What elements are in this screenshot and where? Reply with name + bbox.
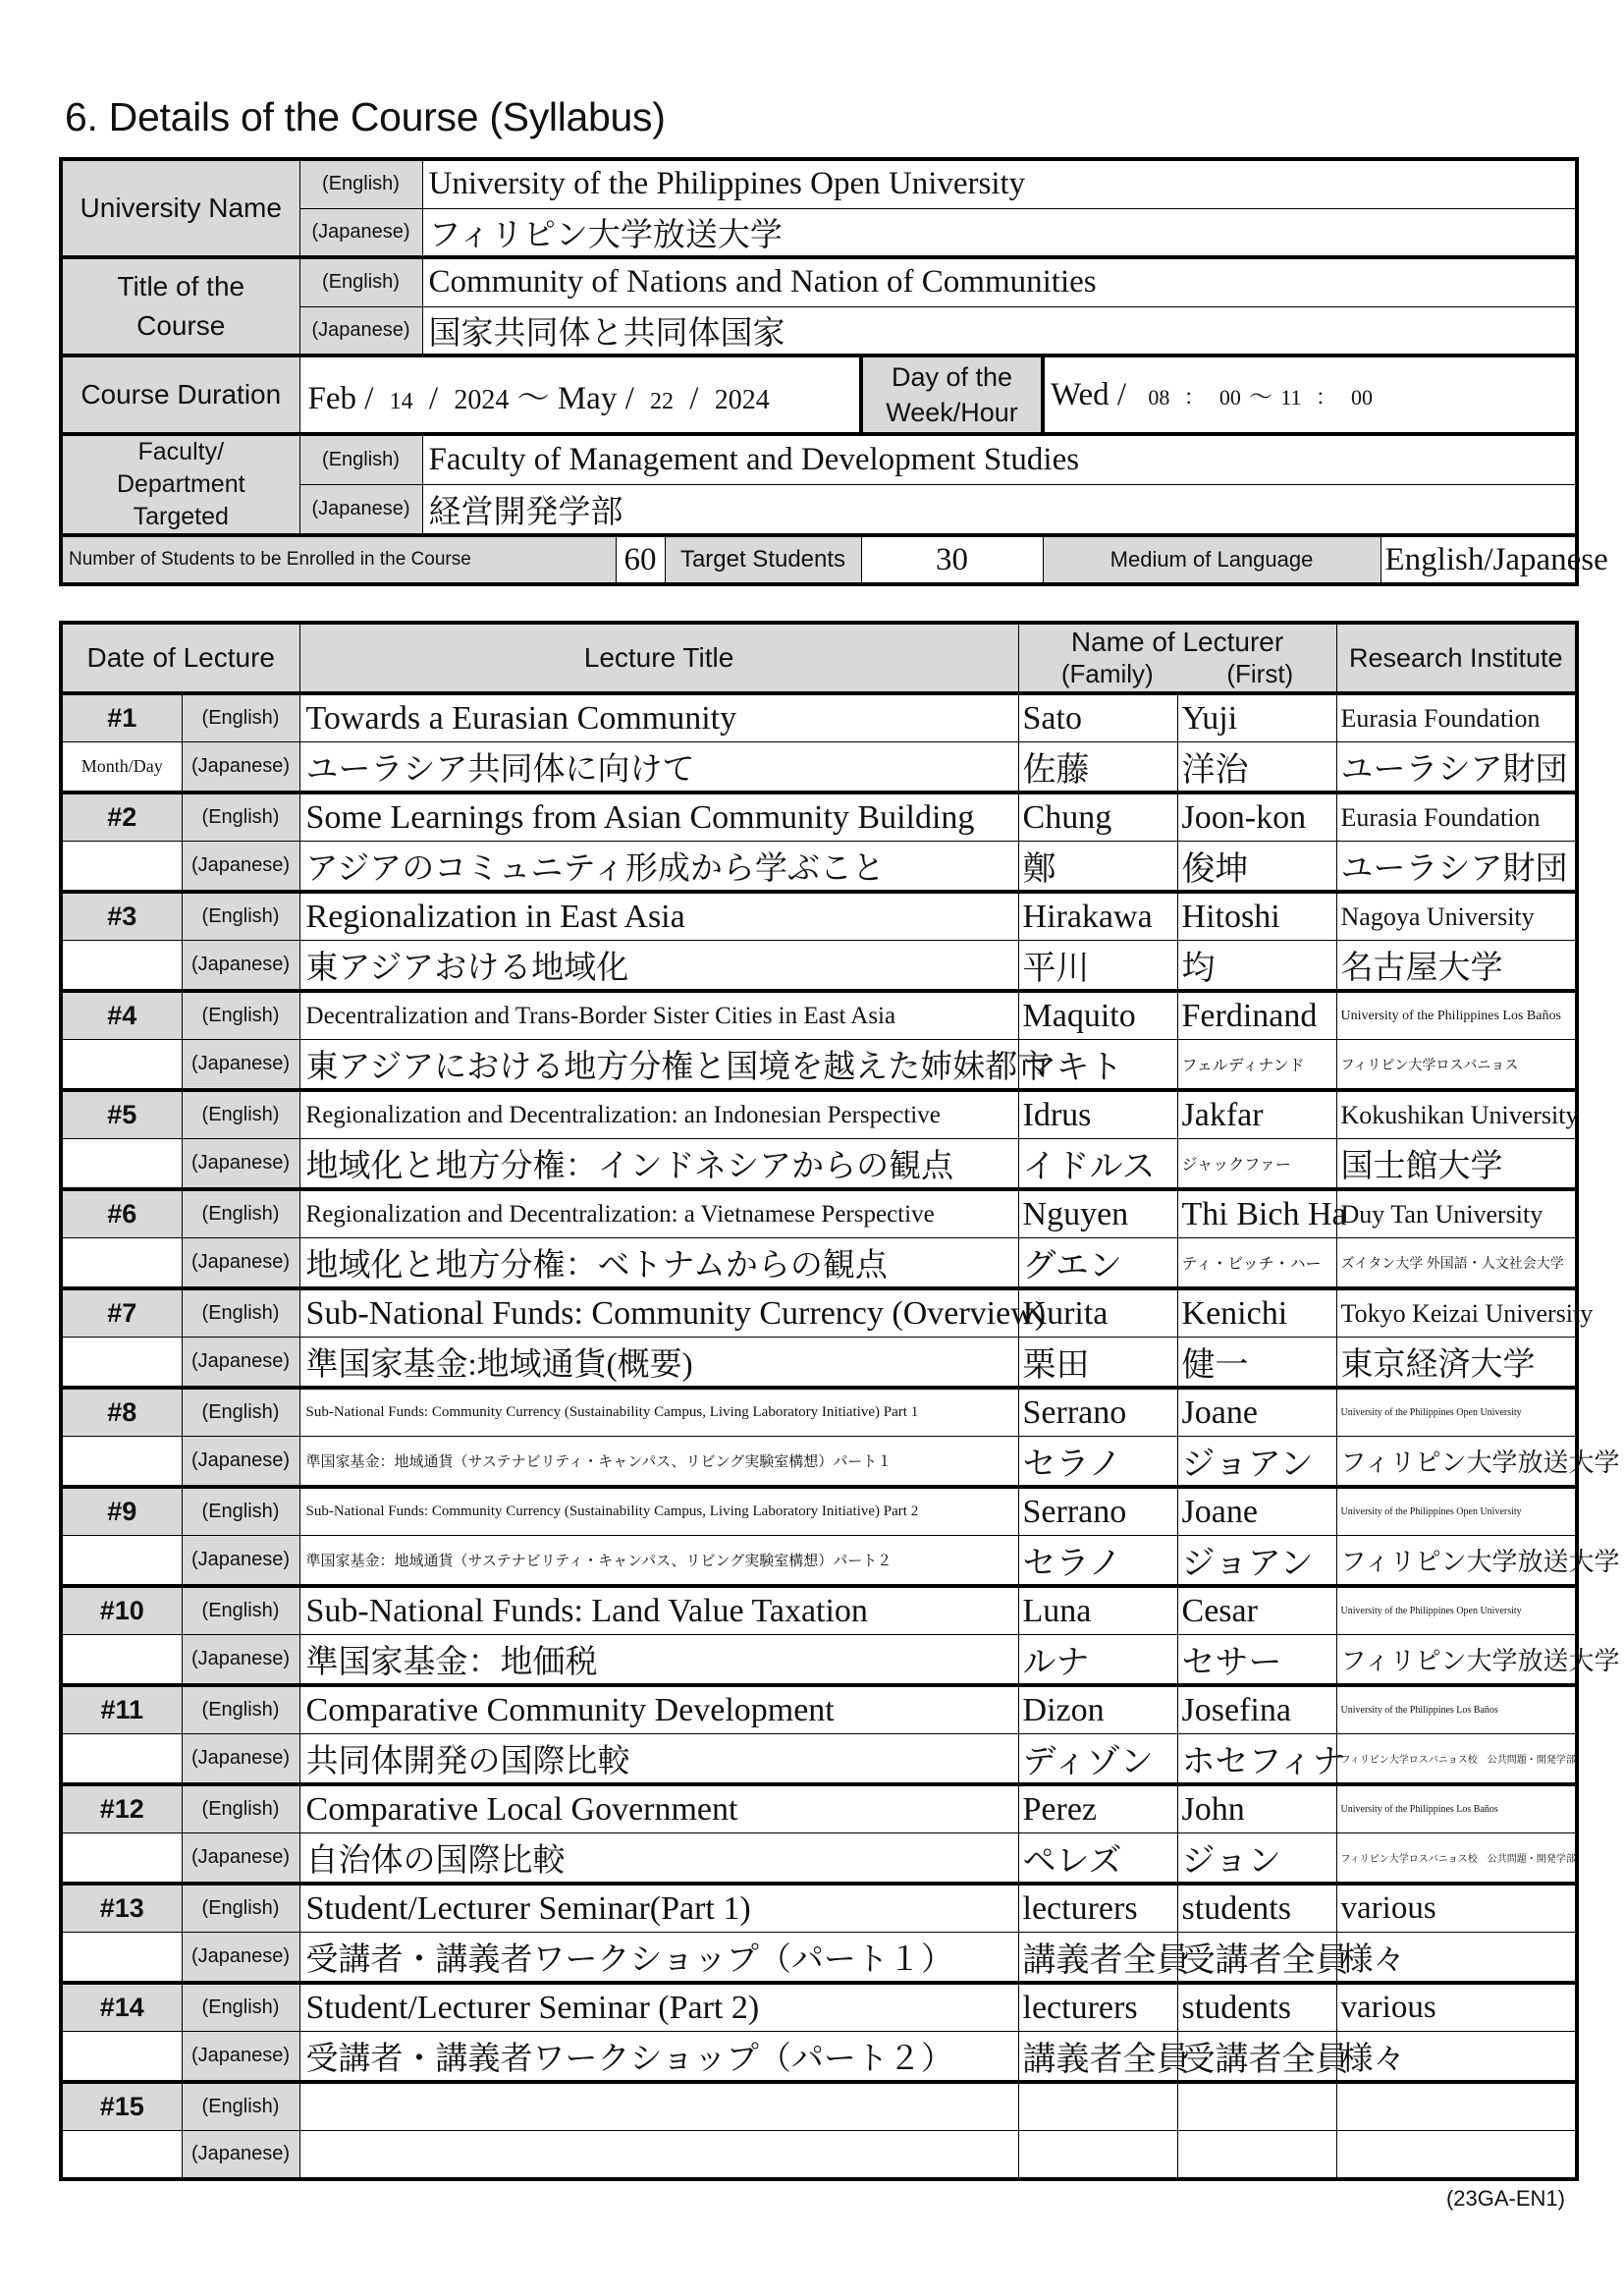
lecturer-first-en: Ferdinand: [1177, 991, 1336, 1040]
lang-tag-japanese: (Japanese): [182, 1338, 299, 1389]
lang-tag-english: (English): [182, 892, 299, 941]
institute-en: University of the Philippines Open University: [1336, 1586, 1577, 1635]
lecturer-family-ja: セラノ: [1018, 1437, 1177, 1488]
lecture-row-english: [61, 1784, 1577, 1833]
lecturer-first-ja: フェルディナンド: [1177, 1040, 1336, 1091]
lecture-month-day: [61, 1437, 182, 1488]
lecturer-family-ja: 鄭: [1018, 842, 1177, 893]
lang-tag-english: (English): [182, 1884, 299, 1933]
lecture-row-english: [61, 793, 1577, 842]
lang-tag-english: (English): [182, 2082, 299, 2131]
lecturer-first-ja: ジョアン: [1177, 1437, 1336, 1488]
lecturer-family-ja: 講義者全員: [1018, 1933, 1177, 1984]
lecture-schedule-table: [59, 621, 1620, 2181]
institute-ja: フィリピン大学放送大学: [1336, 1536, 1577, 1587]
institute-en: Eurasia Foundation: [1336, 693, 1577, 742]
lecture-number: #13: [61, 1884, 182, 1933]
target-students-label: Target Students: [665, 535, 861, 584]
lang-tag-japanese: (Japanese): [182, 1635, 299, 1686]
lecture-title-ja: 地域化と地方分権：インドネシアからの観点: [299, 1139, 1018, 1190]
lecturer-first-ja: ホセフィナ: [1177, 1734, 1336, 1785]
lecture-row-japanese: [61, 1833, 1577, 1885]
institute-en: Tokyo Keizai University: [1336, 1288, 1577, 1338]
lecture-month-day: [61, 2032, 182, 2083]
lecture-row-english: [61, 1288, 1577, 1338]
lang-tag-english: (English): [182, 693, 299, 742]
lecturer-family-en: Nguyen: [1018, 1189, 1177, 1238]
lecture-number: #7: [61, 1288, 182, 1338]
institute-ja: フィリピン大学ロスバニョス校 公共問題・開発学部: [1336, 1833, 1577, 1885]
lecture-number: #11: [61, 1685, 182, 1734]
institute-ja: フィリピン大学ロスバニョス: [1336, 1040, 1577, 1091]
lecture-title-ja: 受講者・講義者ワークショップ（パート２）: [299, 2032, 1018, 2083]
lang-tag-english: (English): [182, 1685, 299, 1734]
lang-tag-english: (English): [182, 1487, 299, 1536]
lecture-row-japanese: [61, 1734, 1577, 1785]
target-students-value: 30: [861, 535, 1043, 584]
lecturer-family-ja: マキト: [1018, 1040, 1177, 1091]
lecture-row-japanese: [61, 1338, 1577, 1389]
course-info-table: [59, 157, 1608, 586]
lecture-row-japanese: [61, 1933, 1577, 1984]
university-name-ja: フィリピン大学放送大学: [422, 208, 1577, 257]
lecturer-family-ja: 平川: [1018, 941, 1177, 992]
lecturer-first-en: Thi Bich Ha: [1177, 1189, 1336, 1238]
lecturer-family-en: Chung: [1018, 793, 1177, 842]
lecturer-first-ja: 受講者全員: [1177, 2032, 1336, 2083]
lecturer-first-ja: ティ・ビッチ・ハー: [1177, 1238, 1336, 1289]
lecturer-first-ja: セサー: [1177, 1635, 1336, 1686]
lang-tag-english: (English): [182, 1090, 299, 1139]
lecture-row-japanese: [61, 842, 1577, 893]
lecture-number: #8: [61, 1388, 182, 1437]
lecturer-family-en: Perez: [1018, 1784, 1177, 1833]
institute-en: University of the Philippines Los Baños: [1336, 1685, 1577, 1734]
lang-tag-japanese: (Japanese): [182, 1040, 299, 1091]
lecturer-first-en: Kenichi: [1177, 1288, 1336, 1338]
lecture-row-english: [61, 1685, 1577, 1734]
lecture-row-english: [61, 1388, 1577, 1437]
lecturer-first-en: Joon-kon: [1177, 793, 1336, 842]
lang-tag-english: (English): [182, 793, 299, 842]
lecture-row-english: [61, 1884, 1577, 1933]
lecture-title-ja: 東アジアにおける地方分権と国境を越えた姉妹都市: [299, 1040, 1018, 1091]
lecturer-family-en: lecturers: [1018, 1884, 1177, 1933]
language-label: Medium of Language: [1043, 535, 1380, 584]
lecture-number: #5: [61, 1090, 182, 1139]
lang-tag-english: (English): [182, 1784, 299, 1833]
lang-tag-japanese: (Japanese): [182, 1238, 299, 1289]
lecturer-first-ja: 均: [1177, 941, 1336, 992]
end-month: May: [557, 380, 618, 416]
lecture-row-japanese: [61, 2032, 1577, 2083]
lecturer-first-en: Yuji: [1177, 693, 1336, 742]
start-minute: 00: [1218, 384, 1241, 410]
header-lecturer-label: Name of Lecturer: [1070, 627, 1284, 657]
institute-en: Eurasia Foundation: [1336, 793, 1577, 842]
lecture-number: #6: [61, 1189, 182, 1238]
lecture-month-day: [61, 1833, 182, 1885]
lecturer-first-en: Joane: [1177, 1388, 1336, 1437]
separator: /: [689, 380, 699, 416]
lang-tag-japanese: (Japanese): [182, 1933, 299, 1984]
lecturer-family-ja: グエン: [1018, 1238, 1177, 1289]
start-month: Feb: [307, 380, 356, 416]
lecture-number: #15: [61, 2082, 182, 2131]
university-name-en: University of the Philippines Open University: [422, 159, 1577, 208]
lecturer-first-en: Jakfar: [1177, 1090, 1336, 1139]
lecturer-family-en: Sato: [1018, 693, 1177, 742]
lang-tag-english: (English): [299, 434, 422, 485]
lecturer-first-en: [1177, 2082, 1336, 2131]
day-hour-label: Day of the Week/Hour: [861, 355, 1043, 434]
lecture-number: #3: [61, 892, 182, 941]
faculty-ja: 経営開発学部: [422, 485, 1577, 536]
lecture-title-ja: 東アジアおける地域化: [299, 941, 1018, 992]
lang-tag-english: (English): [182, 991, 299, 1040]
lecture-title-ja: 準国家基金：地域通貨（サステナビリティ・キャンパス、リビング実験室構想）パート１: [299, 1437, 1018, 1488]
end-hour: 11: [1280, 384, 1302, 410]
lecture-month-day: [61, 941, 182, 992]
lecture-title-en: Regionalization and Decentralization: an Indonesian Perspective: [299, 1090, 1018, 1139]
institute-en: University of the Philippines Los Baños: [1336, 1784, 1577, 1833]
lecturer-family-ja: 佐藤: [1018, 742, 1177, 793]
lang-tag-japanese: (Japanese): [182, 1437, 299, 1488]
end-day: 22: [650, 388, 675, 414]
course-title-label: Title of the Course: [61, 257, 299, 355]
lecture-month-day: [61, 842, 182, 893]
lang-tag-japanese: (Japanese): [182, 941, 299, 992]
lang-tag-japanese: (Japanese): [182, 1833, 299, 1885]
lecture-row-english: [61, 693, 1577, 742]
lecture-title-en: Sub-National Funds: Community Currency (Sustainability Campus, Living Laboratory Initiative) Part 1: [299, 1388, 1018, 1437]
start-hour: 08: [1148, 384, 1170, 410]
lang-tag-japanese: (Japanese): [299, 208, 422, 257]
lecture-row-english: [61, 1090, 1577, 1139]
lecture-row-english: [61, 1586, 1577, 1635]
lecture-title-en: Towards a Eurasian Community: [299, 693, 1018, 742]
lecture-title-en: Decentralization and Trans-Border Sister Cities in East Asia: [299, 991, 1018, 1040]
lecture-month-day: [61, 1635, 182, 1686]
lecture-title-en: Regionalization in East Asia: [299, 892, 1018, 941]
lecturer-first-en: John: [1177, 1784, 1336, 1833]
lecturer-family-ja: ディゾン: [1018, 1734, 1177, 1785]
lang-tag-english: (English): [182, 1983, 299, 2032]
lecture-title-en: Regionalization and Decentralization: a Vietnamese Perspective: [299, 1189, 1018, 1238]
lecture-number: #14: [61, 1983, 182, 2032]
faculty-en: Faculty of Management and Development Studies: [422, 434, 1577, 485]
lecture-number: #1: [61, 693, 182, 742]
lecture-month-day: [61, 1536, 182, 1587]
lecture-title-ja: 準国家基金:地域通貨(概要): [299, 1338, 1018, 1389]
lecture-title-ja: 受講者・講義者ワークショップ（パート１）: [299, 1933, 1018, 1984]
lang-tag-japanese: (Japanese): [182, 2131, 299, 2180]
lecturer-first-en: Hitoshi: [1177, 892, 1336, 941]
enrolled-value: 60: [616, 535, 665, 584]
institute-en: Duy Tan University: [1336, 1189, 1577, 1238]
lang-tag-english: (English): [182, 1388, 299, 1437]
lecturer-family-en: Serrano: [1018, 1388, 1177, 1437]
lecture-month-day: [61, 1040, 182, 1091]
institute-en: University of the Philippines Open University: [1336, 1487, 1577, 1536]
lecturer-family-ja: 栗田: [1018, 1338, 1177, 1389]
institute-ja: 様々: [1336, 2032, 1577, 2083]
lang-tag-english: (English): [182, 1288, 299, 1338]
lang-tag-english: (English): [299, 257, 422, 306]
lecturer-family-en: Kurita: [1018, 1288, 1177, 1338]
lecture-title-ja: アジアのコミュニティ形成から学ぶこと: [299, 842, 1018, 893]
lecture-month-day: [61, 2131, 182, 2180]
lang-tag-japanese: (Japanese): [182, 1536, 299, 1587]
lecture-row-japanese: [61, 1040, 1577, 1091]
lecturer-family-ja: [1018, 2131, 1177, 2180]
institute-en: University of the Philippines Open University: [1336, 1388, 1577, 1437]
lecture-number: #2: [61, 793, 182, 842]
institute-ja: 国士館大学: [1336, 1139, 1577, 1190]
language-value: English/Japanese: [1380, 535, 1577, 584]
lecture-number: #12: [61, 1784, 182, 1833]
lecture-row-english: [61, 991, 1577, 1040]
institute-ja: 東京経済大学: [1336, 1338, 1577, 1389]
start-year: 2024: [454, 384, 510, 415]
lang-tag-english: (English): [299, 159, 422, 208]
institute-ja: [1336, 2131, 1577, 2180]
lecture-month-day: [61, 1734, 182, 1785]
institute-en: various: [1336, 1983, 1577, 2032]
lang-tag-japanese: (Japanese): [182, 2032, 299, 2083]
lecture-title-en: Comparative Local Government: [299, 1784, 1018, 1833]
lecture-row-japanese: [61, 1238, 1577, 1289]
lecturer-family-en: Hirakawa: [1018, 892, 1177, 941]
header-first: (First): [1226, 659, 1294, 688]
lecture-title-en: Some Learnings from Asian Community Building: [299, 793, 1018, 842]
lecturer-first-ja: ジャックファー: [1177, 1139, 1336, 1190]
colon: ：: [1315, 384, 1337, 410]
lecturer-family-ja: ルナ: [1018, 1635, 1177, 1686]
lecture-row-english: [61, 1189, 1577, 1238]
course-title-en: Community of Nations and Nation of Communities: [422, 257, 1577, 306]
lecture-number: #10: [61, 1586, 182, 1635]
institute-en: Kokushikan University: [1336, 1090, 1577, 1139]
lecturer-first-ja: ジョアン: [1177, 1536, 1336, 1587]
lecture-title-ja: 地域化と地方分権：ベトナムからの観点: [299, 1238, 1018, 1289]
lecture-title-en: Sub-National Funds: Community Currency (Sustainability Campus, Living Laboratory Initiative) Part 2: [299, 1487, 1018, 1536]
lecture-title-en: Sub-National Funds: Community Currency (Overview): [299, 1288, 1018, 1338]
lecturer-family-en: lecturers: [1018, 1983, 1177, 2032]
lecturer-first-en: Cesar: [1177, 1586, 1336, 1635]
lecture-month-day: Month/Day: [61, 742, 182, 793]
lecture-title-ja: [299, 2131, 1018, 2180]
lecture-number: #9: [61, 1487, 182, 1536]
colon: ：: [1183, 384, 1206, 410]
institute-ja: フィリピン大学ロスバニョス校 公共問題・開発学部: [1336, 1734, 1577, 1785]
lecture-title-en: Sub-National Funds: Land Value Taxation: [299, 1586, 1018, 1635]
institute-ja: 様々: [1336, 1933, 1577, 1984]
lecture-row-japanese: [61, 1139, 1577, 1190]
end-year: 2024: [714, 384, 770, 415]
lecturer-first-en: students: [1177, 1983, 1336, 2032]
enrolled-label: Number of Students to be Enrolled in the Course: [61, 535, 616, 584]
lang-tag-japanese: (Japanese): [182, 1734, 299, 1785]
lecture-month-day: [61, 1933, 182, 1984]
lecture-row-japanese: [61, 742, 1577, 793]
header-lecture-title: Lecture Title: [299, 623, 1018, 693]
lecture-row-english: [61, 1487, 1577, 1536]
institute-en: University of the Philippines Los Baños: [1336, 991, 1577, 1040]
lecturer-family-en: Idrus: [1018, 1090, 1177, 1139]
lecturer-family-en: Luna: [1018, 1586, 1177, 1635]
header-research-institute: Research Institute: [1336, 623, 1577, 693]
lecture-title-ja: 共同体開発の国際比較: [299, 1734, 1018, 1785]
lecture-rows: [61, 693, 1620, 2179]
university-name-label: University Name: [61, 159, 299, 257]
lecture-row-english: [61, 2082, 1577, 2131]
page-title: 6. Details of the Course (Syllabus): [65, 94, 666, 139]
lecturer-first-ja: [1177, 2131, 1336, 2180]
lecture-row-japanese: [61, 1437, 1577, 1488]
course-title-ja: 国家共同体と共同体国家: [422, 306, 1577, 355]
lecture-title-en: Comparative Community Development: [299, 1685, 1018, 1734]
lang-tag-japanese: (Japanese): [182, 1139, 299, 1190]
lecturer-family-en: Dizon: [1018, 1685, 1177, 1734]
lecture-number: #4: [61, 991, 182, 1040]
lecture-month-day: [61, 1238, 182, 1289]
lecture-month-day: [61, 1338, 182, 1389]
institute-ja: ユーラシア財団: [1336, 742, 1577, 793]
separator: /: [624, 380, 634, 416]
lecture-row-japanese: [61, 941, 1577, 992]
lecturer-first-ja: ジョン: [1177, 1833, 1336, 1885]
lecture-title-en: [299, 2082, 1018, 2131]
lang-tag-english: (English): [182, 1189, 299, 1238]
lecturer-family-ja: イドルス: [1018, 1139, 1177, 1190]
range-separator: ～: [1249, 384, 1273, 410]
institute-ja: フィリピン大学放送大学: [1336, 1437, 1577, 1488]
lecturer-first-ja: 受講者全員: [1177, 1933, 1336, 1984]
lecturer-family-en: Serrano: [1018, 1487, 1177, 1536]
lecture-row-japanese: [61, 1536, 1577, 1587]
institute-en: Nagoya University: [1336, 892, 1577, 941]
lang-tag-japanese: (Japanese): [182, 842, 299, 893]
start-day: 14: [389, 388, 413, 414]
lecture-row-english: [61, 1983, 1577, 2032]
lang-tag-english: (English): [182, 1586, 299, 1635]
course-duration-value: [299, 355, 861, 434]
day: Wed: [1051, 376, 1110, 412]
institute-ja: ユーラシア財団: [1336, 842, 1577, 893]
lecture-title-ja: 準国家基金：地域通貨（サステナビリティ・キャンパス、リビング実験室構想）パート２: [299, 1536, 1018, 1587]
lecturer-first-ja: 洋治: [1177, 742, 1336, 793]
form-code: (23GA-EN1): [1445, 2186, 1565, 2211]
course-duration-label: Course Duration: [61, 355, 299, 434]
day-hour-value: [1043, 355, 1577, 434]
lecturer-family-ja: ペレズ: [1018, 1833, 1177, 1885]
lecture-row-japanese: [61, 2131, 1577, 2180]
lecturer-first-en: Josefina: [1177, 1685, 1336, 1734]
institute-ja: ズイタン大学 外国語・人文社会大学: [1336, 1238, 1577, 1289]
separator: /: [364, 380, 374, 416]
lecturer-first-ja: 健一: [1177, 1338, 1336, 1389]
header-family: (Family): [1060, 659, 1154, 688]
lecturer-family-en: Maquito: [1018, 991, 1177, 1040]
lecturer-first-en: Joane: [1177, 1487, 1336, 1536]
lang-tag-japanese: (Japanese): [182, 742, 299, 793]
faculty-label: Faculty/ Department Targeted: [61, 434, 299, 535]
lang-tag-japanese: (Japanese): [299, 485, 422, 536]
separator: /: [1116, 376, 1127, 412]
lecture-row-english: [61, 892, 1577, 941]
lecturer-family-ja: セラノ: [1018, 1536, 1177, 1587]
lecture-title-ja: ユーラシア共同体に向けて: [299, 742, 1018, 793]
end-minute: 00: [1351, 384, 1374, 410]
lecture-month-day: [61, 1139, 182, 1190]
lecture-title-ja: 準国家基金：地価税: [299, 1635, 1018, 1686]
lecture-title-ja: 自治体の国際比較: [299, 1833, 1018, 1885]
range-separator: ～: [516, 380, 550, 416]
lecture-title-en: Student/Lecturer Seminar(Part 1): [299, 1884, 1018, 1933]
institute-en: [1336, 2082, 1577, 2131]
institute-ja: フィリピン大学放送大学: [1336, 1635, 1577, 1686]
header-lecturer-name: [1018, 623, 1336, 693]
lang-tag-japanese: (Japanese): [299, 306, 422, 355]
institute-ja: 名古屋大学: [1336, 941, 1577, 992]
institute-en: various: [1336, 1884, 1577, 1933]
lecturer-first-en: students: [1177, 1884, 1336, 1933]
lecture-row-japanese: [61, 1635, 1577, 1686]
separator: /: [428, 380, 439, 416]
lecture-title-en: Student/Lecturer Seminar (Part 2): [299, 1983, 1018, 2032]
lecturer-family-ja: 講義者全員: [1018, 2032, 1177, 2083]
lecturer-first-ja: 俊坤: [1177, 842, 1336, 893]
lecturer-family-en: [1018, 2082, 1177, 2131]
header-date-of-lecture: Date of Lecture: [61, 623, 299, 693]
